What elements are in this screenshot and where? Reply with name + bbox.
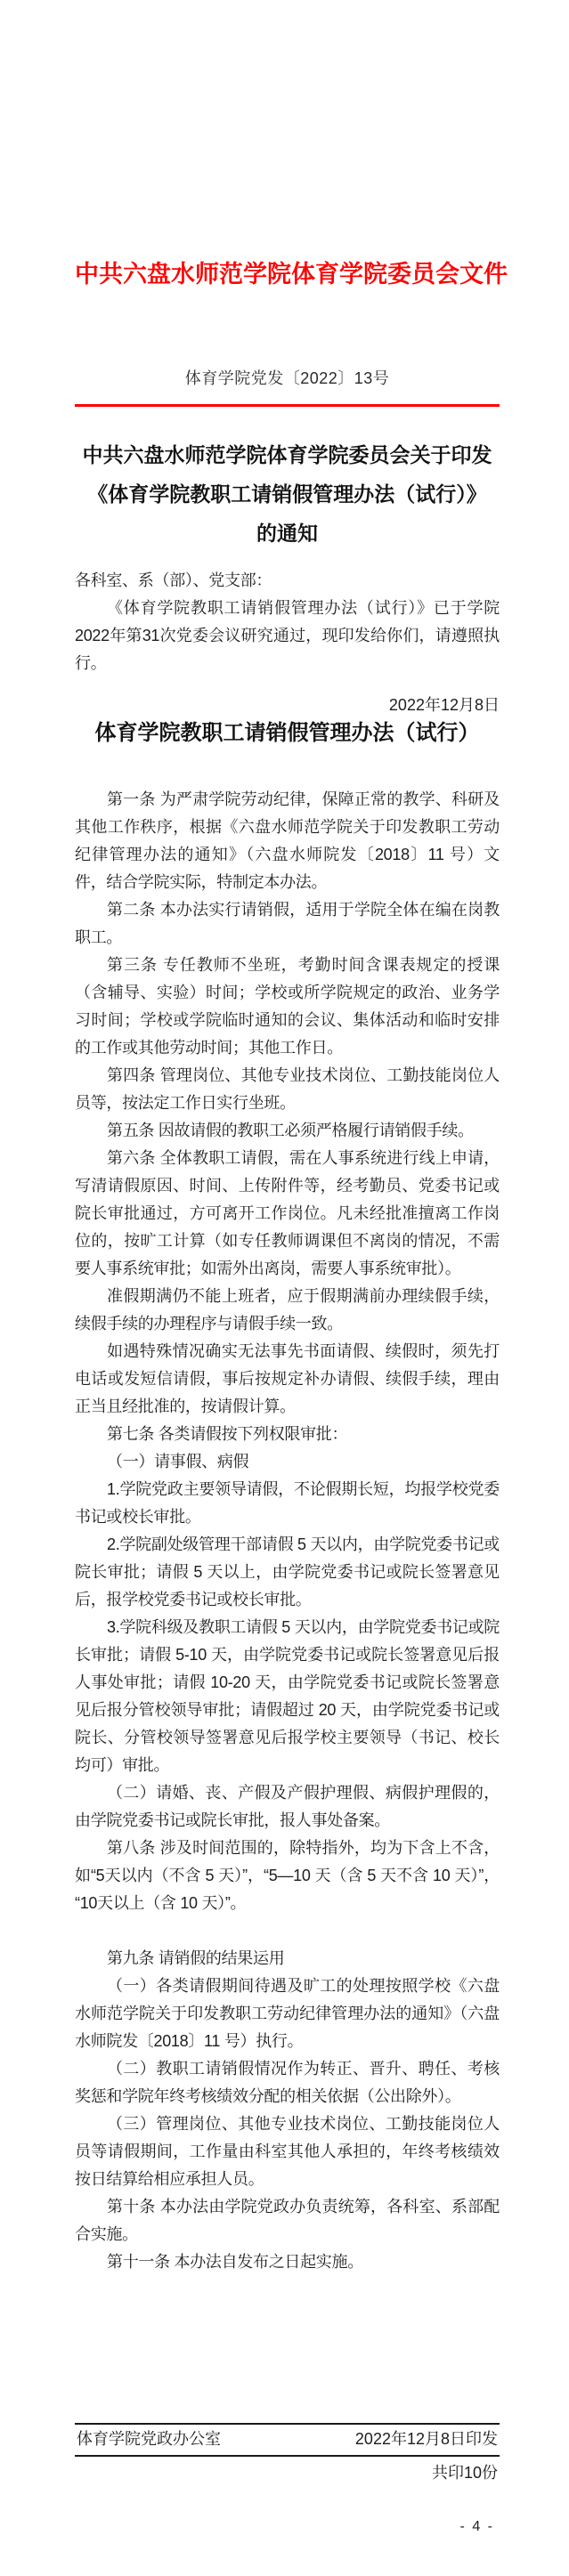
notice-title-line-1: 中共六盘水师范学院体育学院委员会关于印发 — [82, 443, 492, 466]
regulation-paragraph: （三）管理岗位、其他专业技术岗位、工勤技能岗位人员等请假期间，工作量由科室其他人承担的，年终考核绩效按日结算给相应承担人员。 — [75, 2115, 500, 2188]
notice-date: 2022年12月8日 — [388, 696, 500, 714]
regulation-paragraph: 1.学院党政主要领导请假，不论假期长短，均报学校党委书记或校长审批。 — [75, 1480, 500, 1526]
regulation-paragraph: 2.学院副处级管理干部请假 5 天以内，由学院党委书记或院长审批；请假 5 天以上，由学院党委书记或院长签署意见后，报学校党委书记或校长审批。 — [75, 1535, 500, 1608]
regulation-paragraph: 第六条 全体教职工请假，需在人事系统进行线上申请，写清请假原因、时间、上传附件等，经考勤员、党委书记或院长审批通过，方可离开工作岗位。凡未经批准擅离工作岗位的，按旷工计算（如专任教师调课但不离岗的情况，不需要人事系统审批；如需外出离岗，需要人事系统审批）。 — [75, 1149, 500, 1277]
notice-title — [75, 435, 500, 553]
document-footer — [75, 2423, 500, 2483]
document-content — [0, 258, 569, 2276]
regulation-paragraph: （二）请婚、丧、产假及产假护理假、病假护理假的，由学院党委书记或院长审批，报人事处备案。 — [75, 1784, 500, 1829]
regulation-paragraph: 第九条 请销假的结果运用 — [107, 1949, 285, 1967]
document-header-title: 中共六盘水师范学院体育学院委员会文件 — [75, 261, 508, 288]
regulation-body — [75, 786, 500, 2276]
regulation-title: 体育学院教职工请销假管理办法（试行） — [94, 721, 480, 745]
regulation-paragraph: 第三条 专任教师不坐班，考勤时间含课表规定的授课（含辅导、实验）时间；学校或所学院规定的政治、业务学习时间；学校或学院临时通知的会议、集体活动和临时安排的工作或其他劳动时间；其他工作日。 — [75, 956, 500, 1057]
notice-title-line-3: 的通知 — [256, 522, 318, 545]
regulation-paragraph: 第二条 本办法实行请销假，适用于学院全体在编在岗教职工。 — [75, 901, 500, 946]
footer-copies: 共印10份 — [431, 2464, 498, 2482]
regulation-paragraph: 第八条 涉及时间范围的，除特指外，均为下含上不含，如“5天以内（不含 5 天）”，“5—10 天（含 5 天不含 10 天）”，“10天以上（含 10 天）”。 — [75, 1839, 500, 1912]
regulation-paragraph: 3.学院科级及教职工请假 5 天以内，由学院党委书记或院长审批；请假 5-10 天，由学院党委书记或院长签署意见后报人事处审批；请假 10-20 天，由学院党委书记或院长签署意见后报分管校领导审批；请假超过 20 天，由学院党委书记或院长、分管校领导签署意见后报学校主要领导（书记、校长均可）审批。 — [75, 1618, 500, 1774]
regulation-paragraph: 准假期满仍不能上班者，应于假期满前办理续假手续，续假手续的办理程序与请假手续一致。 — [75, 1287, 500, 1333]
regulation-paragraph: 第一条 为严肃学院劳动纪律，保障正常的教学、科研及其他工作秩序，根据《六盘水师范学院关于印发教职工劳动纪律管理办法的通知》（六盘水师院发〔2018〕11 号）文件，结合学院实际，特制定本办法。 — [75, 790, 500, 891]
page-number: - 4 - — [459, 2519, 494, 2534]
regulation-paragraph: （二）教职工请销假情况作为转正、晋升、聘任、考核奖惩和学院年终考核绩效分配的相关依据（公出除外）。 — [75, 2060, 500, 2105]
regulation-paragraph: （一）请事假、病假 — [107, 1453, 249, 1470]
notice-body-paragraph: 《体育学院教职工请销假管理办法（试行）》已于学院2022年第31次党委会议研究通过，现印发给你们，请遵照执行。 — [75, 599, 500, 672]
regulation-paragraph: （一）各类请假期间待遇及旷工的处理按照学校《六盘水师范学院关于印发教职工劳动纪律管理办法的通知》（六盘水师院发〔2018〕11 号）执行。 — [75, 1977, 500, 2050]
footer-print-date: 2022年12月8日印发 — [354, 2430, 498, 2448]
document-number: 体育学院党发〔2022〕13号 — [184, 369, 390, 387]
regulation-paragraph: 第七条 各类请假按下列权限审批： — [107, 1425, 348, 1443]
regulation-paragraph: 第十条 本办法由学院党政办负责统筹，各科室、系部配合实施。 — [75, 2198, 500, 2243]
regulation-paragraph: 如遇特殊情况确实无法事先书面请假、续假时，须先打电话或发短信请假，事后按规定补办请假、续假手续，理由正当且经批准的，按请假计算。 — [75, 1342, 500, 1415]
regulation-paragraph: 第十一条 本办法自发布之日起实施。 — [107, 2253, 363, 2271]
regulation-paragraph: 第五条 因故请假的教职工必须严格履行请销假手续。 — [107, 1122, 474, 1139]
regulation-paragraph: 第四条 管理岗位、其他专业技术岗位、工勤技能岗位人员等，按法定工作日实行坐班。 — [75, 1066, 500, 1112]
notice-salutation: 各科室、系（部）、党支部： — [75, 571, 272, 589]
footer-issuer: 体育学院党政办公室 — [77, 2430, 221, 2448]
footer-row — [75, 2423, 500, 2457]
red-divider — [75, 404, 500, 407]
notice-title-line-2: 《体育学院教职工请销假管理办法（试行）》 — [87, 482, 487, 506]
